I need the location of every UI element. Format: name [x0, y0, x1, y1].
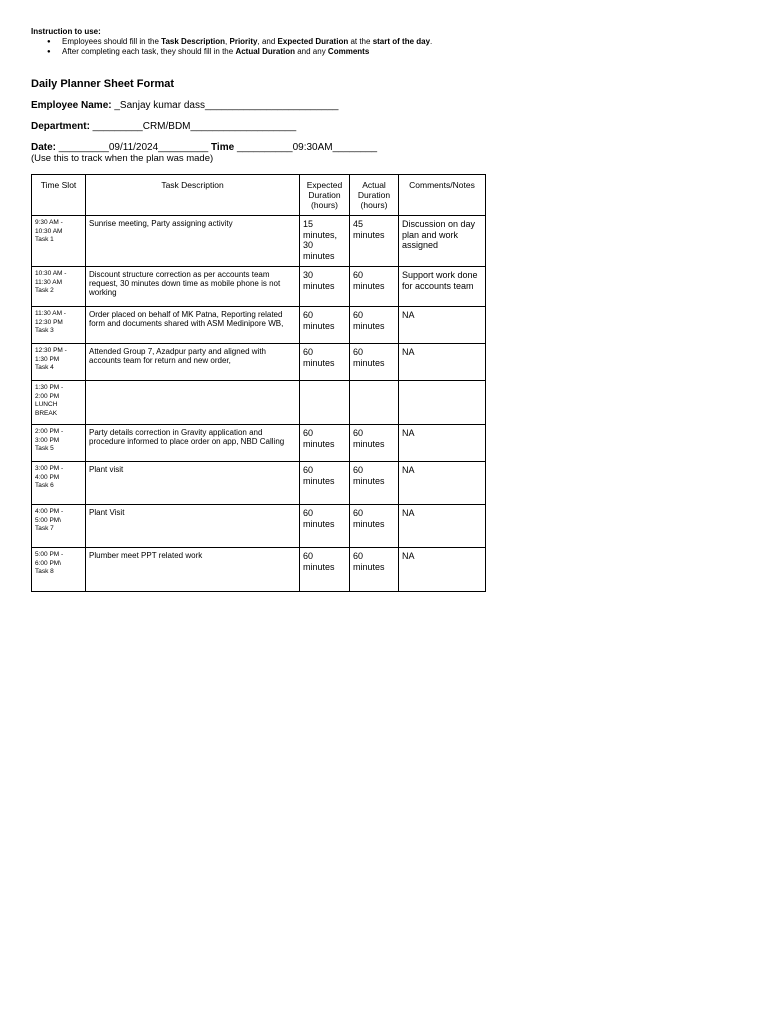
header-task-description: Task Description [86, 175, 300, 216]
actual-duration-cell: 45 minutes [350, 216, 399, 267]
employee-name-value: _Sanjay kumar dass________________________ [111, 100, 339, 111]
time-label: Time [211, 142, 235, 153]
expected-duration-cell: 30 minutes [300, 267, 350, 307]
time-slot-line: 3:00 PM [35, 436, 60, 444]
task-description-cell: Plumber meet PPT related work [86, 548, 300, 592]
actual-duration-cell: 60 minutes [350, 267, 399, 307]
expected-duration-cell: 60 minutes [300, 548, 350, 592]
expected-duration-cell: 60 minutes [300, 505, 350, 548]
comments-cell: Support work done for accounts team [399, 267, 486, 307]
department-label: Department: [31, 121, 90, 132]
instruction-text: , and [257, 37, 278, 46]
task-description-cell: Discount structure correction as per accounts team request, 30 minutes down time as mobile phone is not working [86, 267, 300, 307]
expected-duration-cell: 15 minutes, 30 minutes [300, 216, 350, 267]
actual-duration-cell: 60 minutes [350, 344, 399, 381]
instruction-text: . [430, 37, 433, 46]
time-slot-line: Task 4 [35, 364, 54, 371]
expected-duration-cell [300, 381, 350, 425]
task-description-cell: Sunrise meeting, Party assigning activity [86, 216, 300, 267]
time-slot-line: 11:30 AM - [35, 310, 66, 317]
time-slot-cell [32, 548, 86, 592]
time-slot-line: 4:00 PM [35, 473, 60, 481]
table-row [32, 344, 486, 381]
time-slot-cell [32, 307, 86, 344]
instruction-item-2 [31, 47, 432, 57]
comments-cell: NA [399, 344, 486, 381]
time-slot-line: 2:00 PM [35, 392, 60, 400]
table-row [32, 267, 486, 307]
time-slot-line: 3:00 PM - [35, 465, 64, 472]
time-slot-line: Task 1 [35, 236, 54, 243]
planner-table [31, 174, 486, 592]
instruction-bold: start of the day [372, 37, 431, 46]
time-slot-cell [32, 267, 86, 307]
instruction-text: at the [348, 37, 373, 46]
time-slot-line: 5:00 PM\ [35, 516, 62, 524]
department-value: _________CRM/BDM___________________ [89, 121, 297, 132]
instruction-text: and any [295, 47, 328, 56]
time-slot-line: 12:30 PM [35, 318, 63, 326]
instruction-bold: Priority [229, 37, 258, 46]
department-field [31, 121, 296, 132]
actual-duration-cell: 60 minutes [350, 462, 399, 505]
time-value: __________09:30AM________ [234, 142, 378, 153]
expected-duration-cell: 60 minutes [300, 462, 350, 505]
date-note: (Use this to track when the plan was made) [31, 153, 214, 164]
time-slot-line: 10:30 AM - [35, 270, 67, 277]
table-row [32, 425, 486, 462]
time-slot-line: 12:30 PM - [35, 347, 67, 354]
time-slot-line: BREAK [35, 409, 58, 417]
actual-duration-cell: 60 minutes [350, 548, 399, 592]
instruction-bold: Expected Duration [277, 37, 349, 46]
table-row [32, 307, 486, 344]
employee-name-label: Employee Name: [31, 100, 112, 111]
instruction-bold: Task Description [161, 37, 226, 46]
time-slot-line: Task 3 [35, 327, 54, 334]
task-description-cell: Plant visit [86, 462, 300, 505]
task-description-cell [86, 381, 300, 425]
task-description-cell: Attended Group 7, Azadpur party and aligned with accounts team for return and new order, [86, 344, 300, 381]
time-slot-line: 2:00 PM - [35, 428, 64, 435]
header-comments: Comments/Notes [399, 175, 486, 216]
time-slot-line: 1:30 PM - [35, 384, 64, 391]
table-header-row [32, 175, 486, 216]
task-description-cell: Plant Visit [86, 505, 300, 548]
comments-cell: NA [399, 307, 486, 344]
time-slot-line: LUNCH [35, 401, 58, 408]
employee-name-field [31, 100, 338, 111]
comments-cell [399, 381, 486, 425]
task-description-cell: Party details correction in Gravity application and procedure informed to place order on app, NBD Calling [86, 425, 300, 462]
time-slot-line: Task 8 [35, 568, 54, 575]
table-row [32, 505, 486, 548]
comments-cell: NA [399, 505, 486, 548]
task-description-cell: Order placed on behalf of MK Patna, Reporting related form and documents shared with ASM Medinipore WB, [86, 307, 300, 344]
time-slot-cell [32, 216, 86, 267]
table-row [32, 381, 486, 425]
time-slot-line: Task 7 [35, 525, 54, 532]
time-slot-line: Task 6 [35, 482, 54, 489]
instruction-item-1 [31, 37, 432, 47]
instruction-bold: Comments [327, 47, 370, 56]
time-slot-line: Task 2 [35, 287, 54, 294]
comments-cell: NA [399, 462, 486, 505]
instructions-list [31, 37, 432, 57]
table-row [32, 462, 486, 505]
header-time-slot: Time Slot [32, 175, 86, 216]
date-value: _________09/11/2024_________ [56, 142, 211, 153]
time-slot-line: 10:30 AM [35, 227, 63, 235]
instruction-bold: Actual Duration [235, 47, 295, 56]
instructions [31, 27, 432, 57]
date-label: Date: [31, 142, 57, 153]
instruction-text: , [225, 37, 230, 46]
time-slot-line: 9:30 AM - [35, 219, 63, 226]
time-slot-line: 4:00 PM - [35, 508, 64, 515]
table-row [32, 216, 486, 267]
time-slot-cell [32, 505, 86, 548]
time-slot-line: Task 5 [35, 445, 54, 452]
time-slot-cell [32, 344, 86, 381]
expected-duration-cell: 60 minutes [300, 307, 350, 344]
header-expected-duration: Expected Duration (hours) [300, 175, 350, 216]
document-title: Daily Planner Sheet Format [31, 78, 175, 90]
actual-duration-cell: 60 minutes [350, 425, 399, 462]
instructions-title: Instruction to use: [31, 27, 101, 36]
time-slot-cell [32, 381, 86, 425]
actual-duration-cell: 60 minutes [350, 307, 399, 344]
actual-duration-cell: 60 minutes [350, 505, 399, 548]
actual-duration-cell [350, 381, 399, 425]
comments-cell: NA [399, 548, 486, 592]
comments-cell: Discussion on day plan and work assigned [399, 216, 486, 267]
header-actual-duration: Actual Duration (hours) [350, 175, 399, 216]
expected-duration-cell: 60 minutes [300, 425, 350, 462]
time-slot-line: 1:30 PM [35, 355, 60, 363]
table-row [32, 548, 486, 592]
time-slot-line: 5:00 PM - [35, 551, 64, 558]
date-time-field [31, 142, 377, 153]
time-slot-line: 11:30 AM [35, 278, 62, 286]
time-slot-line: 6:00 PM\ [35, 559, 62, 567]
time-slot-cell [32, 462, 86, 505]
instruction-text: Employees should fill in the [62, 37, 162, 46]
expected-duration-cell: 60 minutes [300, 344, 350, 381]
time-slot-cell [32, 425, 86, 462]
instruction-text: After completing each task, they should fill in the [62, 47, 236, 56]
comments-cell: NA [399, 425, 486, 462]
